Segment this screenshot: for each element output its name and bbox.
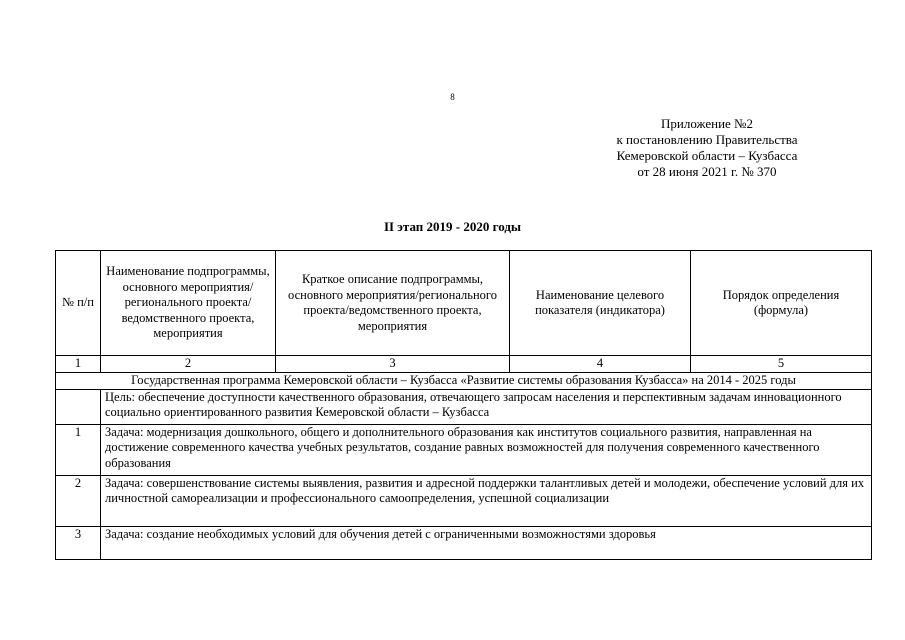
table-row [56,424,872,475]
program-title-cell: Государственная программа Кемеровской области – Кузбасса «Развитие системы образования Кузбасса» на 2014 - 2025 годы [56,373,872,390]
task-number-cell: 3 [56,526,101,559]
header-cell-description: Краткое описание подпрограммы, основного мероприятия/регионального проекта/ведомственного проекта, мероприятия [276,251,510,356]
appendix-line-3: Кемеровской области – Кузбасса [616,148,798,163]
stage-title: II этап 2019 - 2020 годы [383,219,522,234]
column-number: 5 [691,356,872,373]
appendix-block [580,116,834,180]
header-cell-number: № п/п [56,251,101,356]
column-number: 2 [101,356,276,373]
appendix-line-4: от 28 июня 2021 г. № 370 [637,164,777,179]
header-cell-name: Наименование подпрограммы, основного мероприятия/ регионального проекта/ведомственного проекта, мероприятия [101,251,276,356]
header-cell-formula: Порядок определения (формула) [691,251,872,356]
table-header-row [56,251,872,356]
program-title-row [56,373,872,390]
task-text-cell: Задача: совершенствование системы выявления, развития и адресной поддержки талантливых детей и молодежи, обеспечение условий для их личностной самореализации и профессионального самоопределения, успешной социализации [101,475,872,526]
column-number: 1 [56,356,101,373]
task-number-cell: 2 [56,475,101,526]
task-text-cell: Задача: создание необходимых условий для обучения детей с ограниченными возможностями здоровья [101,526,872,559]
column-number: 3 [276,356,510,373]
table-row [56,475,872,526]
page-number: 8 [450,92,455,102]
appendix-line-1: Приложение №2 [661,116,753,131]
goal-row [56,389,872,424]
column-numbers-row [56,356,872,373]
appendix-line-2: к постановлению Правительства [616,132,798,147]
goal-text-cell: Цель: обеспечение доступности качественного образования, отвечающего запросам населения и перспективным задачам инновационного социально ориентированного развития Кемеровской области – Кузбасса [101,389,872,424]
task-text-cell: Задача: модернизация дошкольного, общего и дополнительного образования как институтов социального развития, направленная на достижение современного качества учебных результатов, создание равных возможностей для получения современного качественного образования [101,424,872,475]
header-cell-indicator: Наименование целевого показателя (индикатора) [510,251,691,356]
program-table [55,250,872,560]
task-number-cell: 1 [56,424,101,475]
goal-number-cell [56,389,101,424]
column-number: 4 [510,356,691,373]
table-row [56,526,872,559]
